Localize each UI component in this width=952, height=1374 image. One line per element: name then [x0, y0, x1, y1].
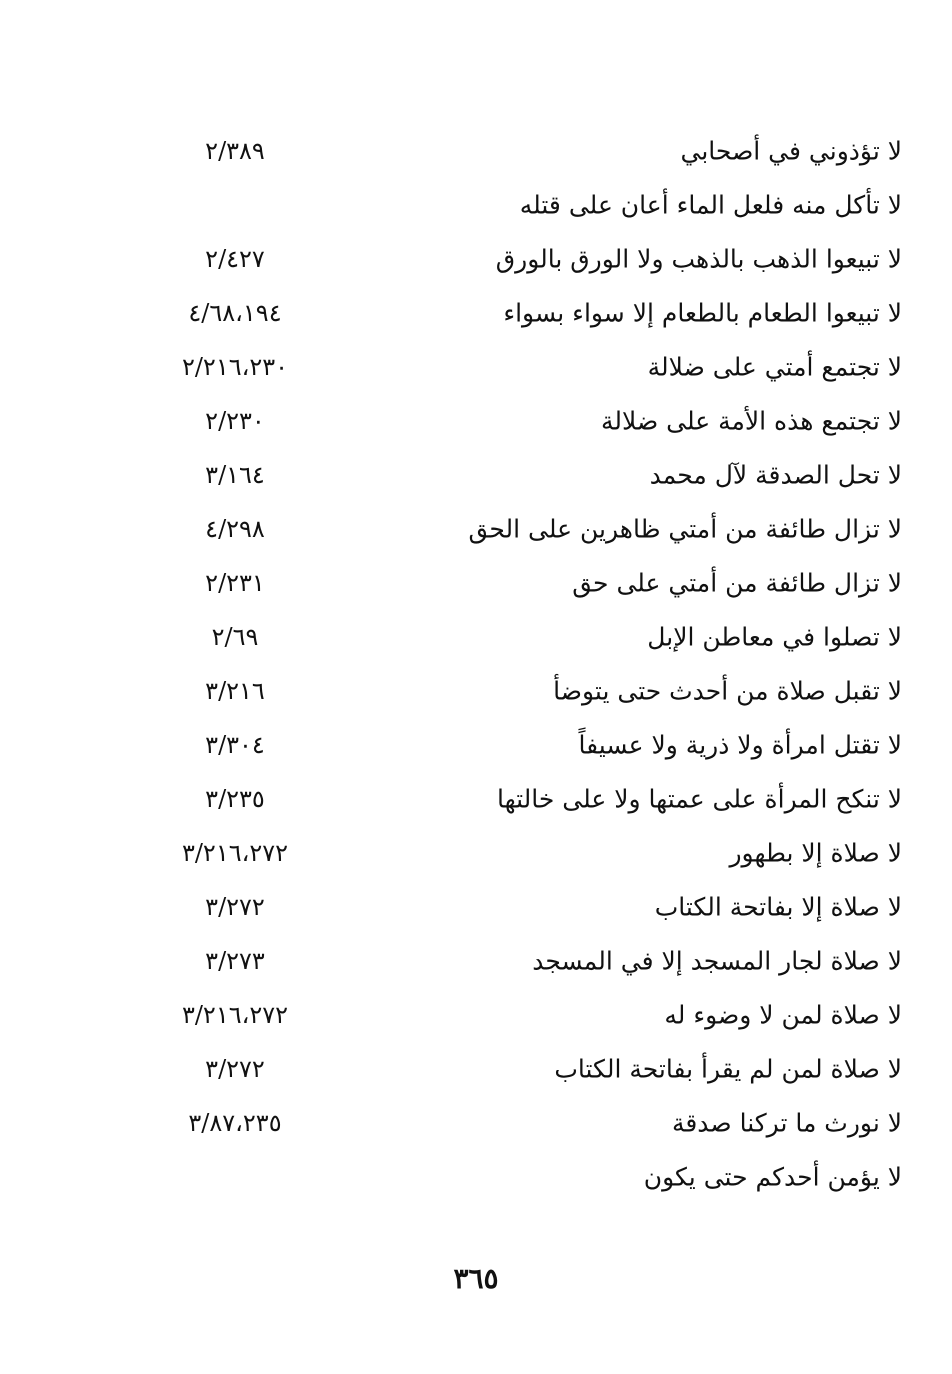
entry-reference: ٤/٦٨،١٩٤ — [188, 299, 282, 327]
entry-reference: ٢/٦٩ — [211, 623, 259, 651]
index-entry — [150, 1096, 910, 1150]
entry-text: لا تأكل منه فلعل الماء أعان على قتله — [519, 190, 902, 220]
index-entry — [150, 772, 910, 826]
index-entry — [150, 1042, 910, 1096]
entry-text: لا تصلوا في معاطن الإبل — [647, 622, 902, 652]
entry-text: لا تجتمع هذه الأمة على ضلالة — [601, 406, 902, 436]
entry-reference: ٣/١٦٤ — [205, 461, 265, 489]
entry-reference: ٢/٢٣١ — [205, 569, 265, 597]
index-entry — [150, 394, 910, 448]
index-entry — [150, 826, 910, 880]
entry-text: لا تقبل صلاة من أحدث حتى يتوضأ — [553, 676, 902, 706]
entry-reference: ٣/٣٠٤ — [205, 731, 265, 759]
index-entry — [150, 880, 910, 934]
index-entry — [150, 556, 910, 610]
entry-text: لا صلاة لجار المسجد إلا في المسجد — [532, 946, 902, 976]
index-entry — [150, 664, 910, 718]
entry-text: لا تجتمع أمتي على ضلالة — [647, 352, 902, 382]
entry-text: لا صلاة إلا بفاتحة الكتاب — [654, 892, 902, 922]
entry-text: لا صلاة لمن لا وضوء له — [664, 1000, 902, 1030]
index-entry — [150, 340, 910, 394]
page-number: ٣٦٥ — [453, 1262, 499, 1295]
entry-text: لا تزال طائفة من أمتي على حق — [572, 568, 902, 598]
entry-reference: ٣/٢١٦ — [205, 677, 265, 705]
index-entry — [150, 1150, 910, 1204]
entry-reference: ٣/٢٣٥ — [205, 785, 265, 813]
entry-text: لا نورث ما تركنا صدقة — [671, 1108, 902, 1138]
entry-text: لا يؤمن أحدكم حتى يكون — [643, 1162, 902, 1192]
entry-reference: ٢/٣٨٩ — [205, 137, 265, 165]
entry-text: لا تقتل امرأة ولا ذرية ولا عسيفاً — [578, 730, 902, 760]
entry-reference: ٣/٢٧٣ — [205, 947, 265, 975]
index-entry — [150, 124, 910, 178]
index-entry — [150, 178, 910, 232]
entry-text: لا تبيعوا الذهب بالذهب ولا الورق بالورق — [495, 244, 902, 274]
entry-text: لا تؤذوني في أصحابي — [680, 136, 902, 166]
entry-reference: ٢/٢١٦،٢٣٠ — [181, 353, 289, 381]
index-entry — [150, 448, 910, 502]
entry-text: لا تبيعوا الطعام بالطعام إلا سواء بسواء — [503, 298, 902, 328]
entry-reference: ٣/٢١٦،٢٧٢ — [181, 1001, 289, 1029]
index-entry — [150, 934, 910, 988]
entry-reference: ٢/٢٣٠ — [205, 407, 265, 435]
entry-reference: ٣/٢٧٢ — [205, 1055, 265, 1083]
index-entry — [150, 718, 910, 772]
index-entry — [150, 502, 910, 556]
hadith-index-list — [150, 124, 910, 1204]
index-entry — [150, 232, 910, 286]
index-entry — [150, 610, 910, 664]
entry-reference: ٣/٢٧٢ — [205, 893, 265, 921]
index-entry — [150, 988, 910, 1042]
index-entry — [150, 286, 910, 340]
entry-text: لا تنكح المرأة على عمتها ولا على خالتها — [496, 784, 902, 814]
entry-reference: ٤/٢٩٨ — [205, 515, 265, 543]
entry-text: لا صلاة إلا بطهور — [729, 838, 902, 868]
entry-text: لا تزال طائفة من أمتي ظاهرين على الحق — [468, 514, 902, 544]
entry-reference: ٣/٨٧،٢٣٥ — [188, 1109, 282, 1137]
entry-reference: ٣/٢١٦،٢٧٢ — [181, 839, 289, 867]
entry-text: لا تحل الصدقة لآل محمد — [649, 460, 902, 490]
entry-reference: ٢/٤٢٧ — [205, 245, 265, 273]
entry-text: لا صلاة لمن لم يقرأ بفاتحة الكتاب — [554, 1054, 902, 1084]
